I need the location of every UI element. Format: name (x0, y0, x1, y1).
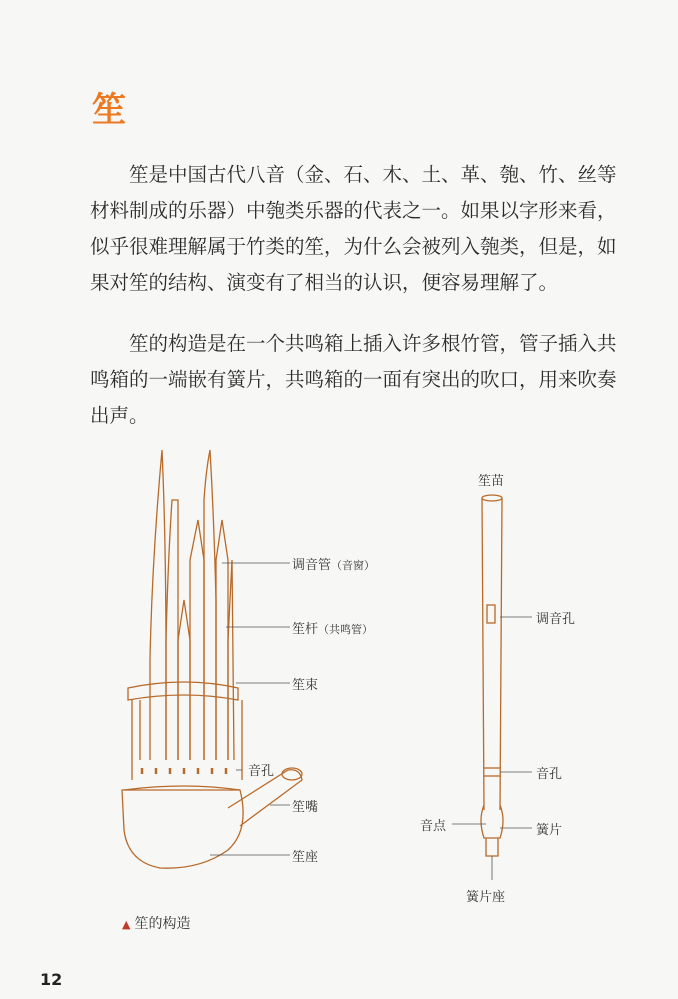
sheng-band (128, 682, 238, 700)
label-reed-seat: 簧片座 (466, 890, 506, 905)
label-mouthpiece: 笙嘴 (292, 800, 319, 815)
sheng-sound-holes (142, 768, 226, 774)
label-sound-dot: 音点 (420, 819, 447, 834)
label-sound-hole-left: 音孔 (248, 764, 275, 779)
sheng-base (122, 790, 243, 868)
text-line: 鸣箱的一端嵌有簧片，共鸣箱的一面有突出的吹口，用来吹奏 (90, 368, 617, 391)
section-title: 笙 (92, 90, 126, 130)
label-base: 笙座 (292, 850, 319, 865)
label-reed: 簧片 (536, 823, 563, 838)
label-single-pipe: 笙苗 (478, 474, 505, 489)
label-sound-hole-right: 音孔 (536, 767, 563, 782)
sheng-pipes (132, 450, 242, 780)
caption-triangle-icon: ▲ (122, 918, 131, 931)
text-line: 笙是中国古代八音（金、石、木、土、革、匏、竹、丝等 (129, 163, 617, 186)
label-tuning-pipe: 调音管（音窗） (292, 558, 376, 573)
label-resonance-pipe: 笙杆（共鸣管） (292, 622, 374, 637)
single-pipe-diagram (481, 495, 503, 856)
text-line: 果对笙的结构、演变有了相当的认识，便容易理解了。 (90, 271, 559, 294)
label-band: 笙束 (292, 678, 319, 693)
figure-caption: ▲ 笙的构造 (122, 916, 191, 932)
page-number: 12 (40, 970, 63, 989)
label-tuning-hole: 调音孔 (536, 612, 576, 627)
text-line: 出声。 (90, 404, 149, 427)
text-line: 笙的构造是在一个共鸣箱上插入许多根竹管，管子插入共 (129, 332, 617, 355)
text-line: 似乎很难理解属于竹类的笙，为什么会被列入匏类，但是，如 (90, 235, 617, 258)
text-line: 材料制成的乐器）中匏类乐器的代表之一。如果以字形来看， (90, 199, 617, 222)
